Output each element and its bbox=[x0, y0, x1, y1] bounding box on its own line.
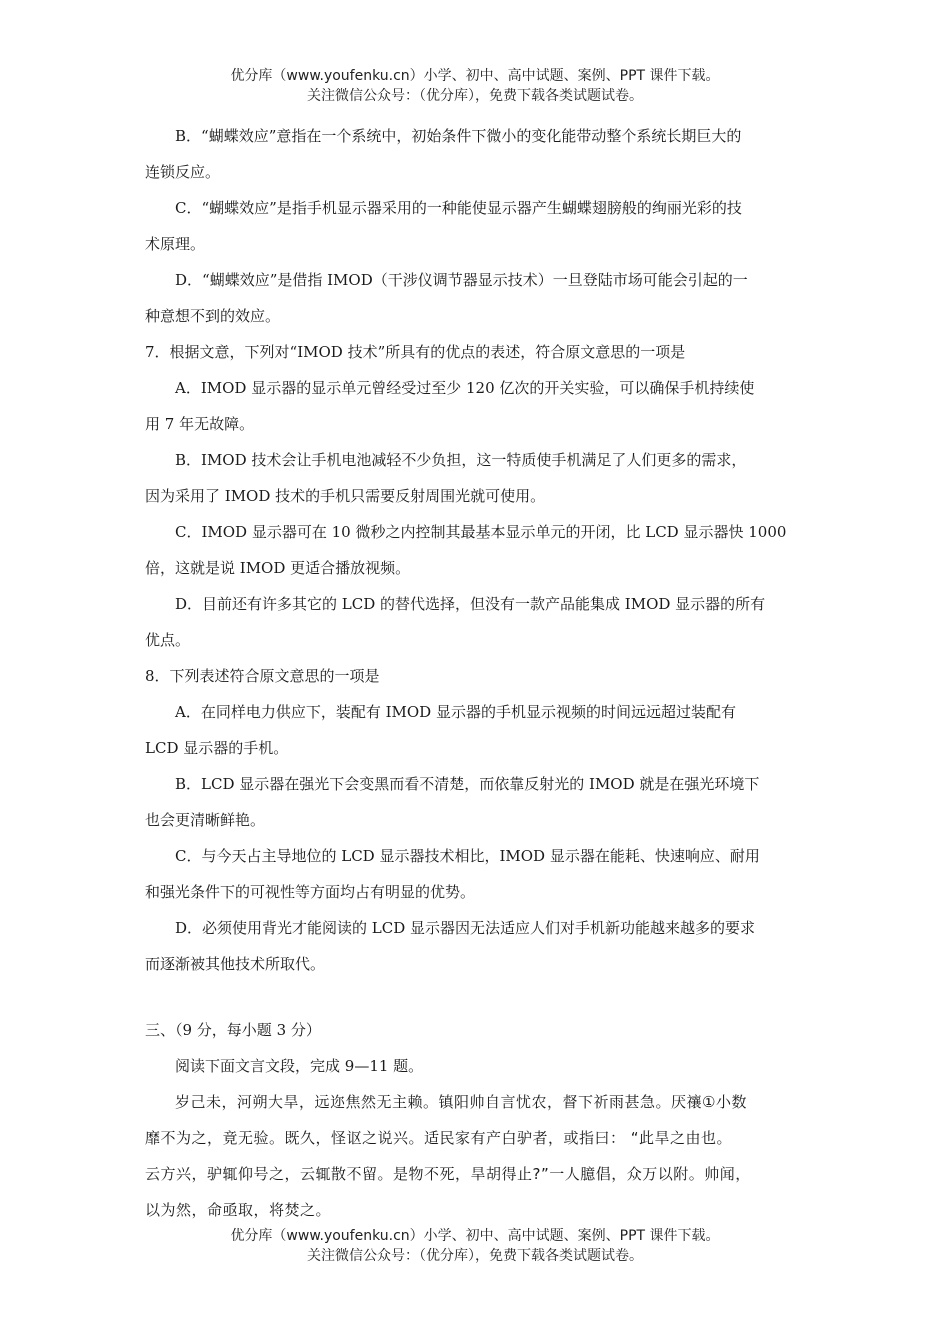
passage-line-1: 岁己未，河朔大旱，远迩焦然无主赖。镇阳帅自言忧农，督下祈雨甚急。厌禳①小数 bbox=[175, 1093, 747, 1111]
footer-line-2: 关注微信公众号：（优分库），免费下载各类试题试卷。 bbox=[307, 1248, 643, 1264]
section-3-title: 三、（9 分，每小题 3 分） bbox=[145, 1021, 321, 1039]
question-7 bbox=[145, 334, 805, 658]
q8-option-c-line-1: C．与今天占主导地位的 LCD 显示器技术相比，IMOD 显示器在能耗、快速响应、耐用 bbox=[175, 847, 760, 865]
q7-stem: 7．根据文意，下列对“IMOD 技术”所具有的优点的表述，符合原文意思的一项是 bbox=[145, 343, 686, 361]
q7-option-d-line-2: 优点。 bbox=[145, 631, 191, 649]
q6-option-d-line-1: D．“蝴蝶效应”是借指 IMOD（干涉仪调节器显示技术）一旦登陆市场可能会引起的一 bbox=[175, 271, 748, 289]
q8-option-a-line-2: LCD 显示器的手机。 bbox=[145, 739, 289, 757]
q8-stem: 8．下列表述符合原文意思的一项是 bbox=[145, 667, 380, 685]
page-header bbox=[0, 66, 950, 106]
q8-option-d-line-2: 而逐渐被其他技术所取代。 bbox=[145, 955, 326, 973]
section-gap bbox=[145, 982, 805, 1012]
document-body bbox=[145, 118, 805, 1228]
passage-line-3: 云方兴，驴辄仰号之，云辄散不留。是物不死，旱胡得止?”一人臆倡，众万以附。帅闻， bbox=[145, 1165, 751, 1183]
q7-option-b-line-1: B．IMOD 技术会让手机电池减轻不少负担，这一特质使手机满足了人们更多的需求， bbox=[175, 451, 747, 469]
q6-option-b-line-1: B．“蝴蝶效应”意指在一个系统中，初始条件下微小的变化能带动整个系统长期巨大的 bbox=[175, 127, 742, 145]
passage-line-2: 靡不为之，竟无验。既久，怪讴之说兴。适民家有产白驴者，或指曰： “此旱之由也。 bbox=[145, 1129, 733, 1147]
q8-option-c-line-2: 和强光条件下的可视性等方面均占有明显的优势。 bbox=[145, 883, 476, 901]
q8-option-d-line-1: D．必须使用背光才能阅读的 LCD 显示器因无法适应人们对手机新功能越来越多的要求 bbox=[175, 919, 756, 937]
q8-option-a-line-1: A．在同样电力供应下，装配有 IMOD 显示器的手机显示视频的时间远远超过装配有 bbox=[175, 703, 736, 721]
q7-option-a-line-1: A．IMOD 显示器的显示单元曾经受过至少 120 亿次的开关实验，可以确保手机持续使 bbox=[175, 379, 755, 397]
question-8 bbox=[145, 658, 805, 982]
q7-option-c-line-1: C．IMOD 显示器可在 10 微秒之内控制其最基本显示单元的开闭，比 LCD 显示器快 1000 bbox=[175, 523, 787, 541]
header-line-2: 关注微信公众号：（优分库），免费下载各类试题试卷。 bbox=[307, 88, 643, 104]
passage-line-4: 以为然，命亟取，将焚之。 bbox=[145, 1201, 332, 1219]
q8-option-b-line-2: 也会更清晰鲜艳。 bbox=[145, 811, 266, 829]
footer-line-1: 优分库（www.youfenku.cn）小学、初中、高中试题、案例、PPT 课件下载。 bbox=[230, 1228, 720, 1244]
q7-option-d-line-1: D．目前还有许多其它的 LCD 的替代选择，但没有一款产品能集成 IMOD 显示器的所有 bbox=[175, 595, 766, 613]
section-3 bbox=[145, 1012, 805, 1228]
q8-option-b-line-1: B．LCD 显示器在强光下会变黑而看不清楚，而依靠反射光的 IMOD 就是在强光环境下 bbox=[175, 775, 760, 793]
q6-option-d-line-2: 种意想不到的效应。 bbox=[145, 307, 281, 325]
page-footer bbox=[0, 1226, 950, 1266]
q6-option-b-line-2: 连锁反应。 bbox=[145, 163, 221, 181]
q6-option-c-line-2: 术原理。 bbox=[145, 235, 206, 253]
header-line-1: 优分库（www.youfenku.cn）小学、初中、高中试题、案例、PPT 课件下载。 bbox=[230, 68, 720, 84]
question-6-options bbox=[145, 118, 805, 334]
q7-option-c-line-2: 倍，这就是说 IMOD 更适合播放视频。 bbox=[145, 559, 411, 577]
q7-option-a-line-2: 用 7 年无故障。 bbox=[145, 415, 255, 433]
q7-option-b-line-2: 因为采用了 IMOD 技术的手机只需要反射周围光就可使用。 bbox=[145, 487, 546, 505]
q6-option-c-line-1: C．“蝴蝶效应”是指手机显示器采用的一种能使显示器产生蝴蝶翅膀般的绚丽光彩的技 bbox=[175, 199, 742, 217]
section-3-instruction: 阅读下面文言文段，完成 9—11 题。 bbox=[175, 1057, 424, 1075]
